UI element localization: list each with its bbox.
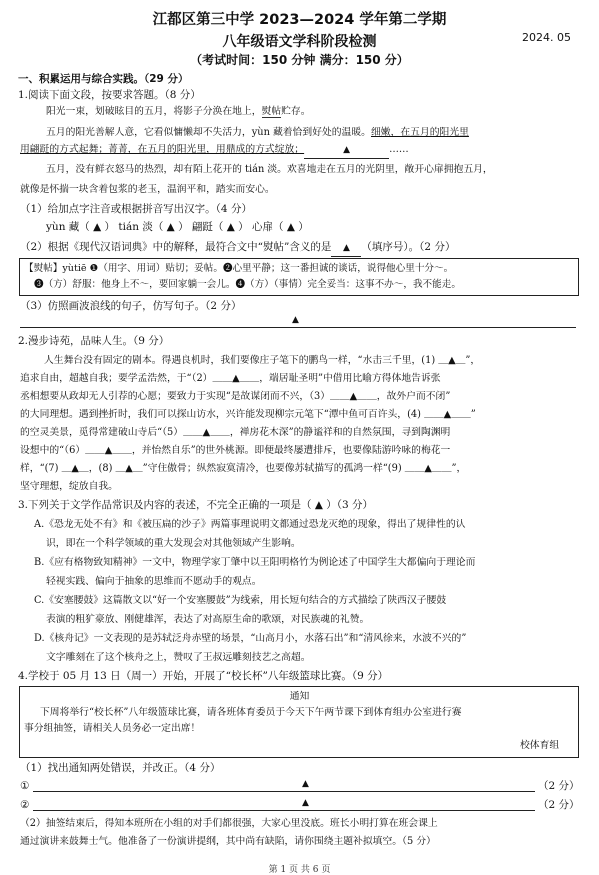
answer-2-marker: ② <box>20 799 30 811</box>
q2-line1: 人生舞台没有固定的剧本。得遇良机时，我们要像庄子笔下的鹏鸟一样，“水击三千里，(1) ＿▲＿”， <box>44 355 481 366</box>
q1-para2-line2: 用翩跹的方式起舞；菁菁，在五月的阳光里，用鼎成的方式绽放； ▲ …… <box>20 142 409 159</box>
exam-time-score: （考试时间：150 分钟 满分：150 分） <box>190 53 409 67</box>
q2-line8: 坚守理想，绽放自我。 <box>20 481 118 492</box>
answer-2-line <box>33 810 535 811</box>
q4-sub2-line2: 通过演讲来鼓舞士气。他准备了一份演讲提纲，其中尚有缺陷，请你围绕主题补拟填空。（5 分） <box>20 836 436 847</box>
exam-date: 2024. 05 <box>522 31 571 44</box>
q2-line3: 丞相想要从政却无人引荐的心愿；要致力于实现“是故谋闭而不兴，（3）＿＿▲＿＿，故外户而不闭” <box>20 391 451 402</box>
page-footer: 第 1 页 共 6 页 <box>268 865 331 875</box>
q1-para1: 阳光一束，划破眩目的五月，将影子分涣在地上，熨帖贮存。 <box>46 106 311 117</box>
q1-sub1-items: yùn 藏（ ▲ ） tián 淡（ ▲ ） 翩跹（ ▲ ） 心扉（ ▲ ） <box>46 221 309 233</box>
answer-1-mark: ▲ <box>302 779 309 789</box>
dictionary-entry-line1: 【熨帖】yùtiē ❶（用字、用词）贴切；妥帖。❷心里平静；这一番担诚的谈话，说得他心里十分～。 <box>24 263 454 274</box>
q2-line7: 样，“(7) ＿▲＿，(8) ＿▲＿”守住傲骨；纵然寂寞清冷，也要像苏轼描写的孤鸿一样“(9) ＿＿▲＿＿”， <box>20 463 467 474</box>
answer-1-line <box>33 791 535 792</box>
notice-title: 通知 <box>289 691 310 702</box>
exam-title-subject: 八年级语文学科阶段检测 <box>222 34 377 50</box>
q1-word-yutie: 熨帖 <box>261 106 282 117</box>
q4-sub2-line1: （2）抽签结束后，得知本班所在小组的对手们都很强，大家心里没底。班长小明打算在班会课上 <box>20 818 438 829</box>
q2-line5: 的空灵美景，觅得常建破山寺后“（5）＿＿▲＿＿，禅房花木深”的静谧祥和的自然氛围，寻到陶渊明 <box>20 427 451 438</box>
notice-line2: 事分组抽签，请相关人员务必一定出席！ <box>24 723 201 734</box>
q1-para3-line2: 就像是怀揣一块含着包浆的老玉，温润平和，踏实而安心。 <box>20 184 275 195</box>
exam-title-school: 江都区第三中学 2023—2024 学年第二学期 <box>152 12 447 28</box>
q1-sub2: （2）根据《现代汉语词典》中的解释，最符合文中“熨帖”含义的是 ▲ （填序号）。（2 分） <box>20 239 455 257</box>
notice-signature: 校体育组 <box>520 740 560 751</box>
q3-option-d-line2: 文字雕刻在了这个核舟之上，赞叹了王叔远雕刻技艺之高超。 <box>46 652 311 663</box>
q1-para3-line1: 五月，没有鲜衣怒马的热烈，却有陌上花开的 tián 淡。欢喜地走在五月的光阴里，敞开心扉拥抱五月， <box>46 164 493 175</box>
q3-option-c-line2: 表演的粗犷豪放、刚健雄浑，表达了对高原生命的歌颂，对民族魂的礼赞。 <box>46 614 370 625</box>
answer-1-marker: ① <box>20 780 30 792</box>
q3-option-d-line1: D.《核舟记》一文表现的是苏轼泛舟赤壁的场景，“山高月小，水落石出”和“清风徐来，水波不兴的” <box>34 633 467 644</box>
notice-line1: 下周将举行“校长杯”八年级篮球比赛，请各班体育委员于今天下午两节课下到体育组办公室进行赛 <box>40 707 462 718</box>
answer-2-points: （2 分） <box>538 799 580 811</box>
q3-option-b-line1: B.《应有格物致知精神》一文中，物理学家丁肇中以王阳明格竹为例论述了中国学生大都偏向于理论而 <box>34 557 476 568</box>
q1-para2-line1: 五月的阳光善解人意，它看似慵懒却不失活力，yùn 藏着恰到好处的温暖。细嫩，在五月的阳光里 <box>46 127 469 138</box>
q4-prompt: 4.学校于 05 月 13 日（周一）开始，开展了“校长杯”八年级篮球比赛。（9 分） <box>18 670 389 682</box>
section-1-heading: 一、积累运用与综合实践。（29 分） <box>18 73 189 85</box>
q3-option-c-line1: C.《安塞腰鼓》这篇散文以“好一个安塞腰鼓”为线索，用长短句结合的方式描绘了陕西汉子腰鼓 <box>34 595 447 606</box>
q1-sub3-answer-mark: ▲ <box>292 315 299 325</box>
q1-sub1: （1）给加点字注音或根据拼音写出汉字。（4 分） <box>20 203 252 215</box>
answer-1-points: （2 分） <box>538 780 580 792</box>
answer-2-mark: ▲ <box>302 798 309 808</box>
q1-sub3-answer-line <box>20 327 576 328</box>
q4-sub1: （1）找出通知两处错误，并改正。（4 分） <box>20 762 221 774</box>
q2-line6: 设想中的“（6）＿＿▲＿＿，并怡然自乐”的世外桃源。即便最终屡遭排斥，也要像陆游吟咏的梅花一 <box>20 445 451 456</box>
q2-line2: 追求自由，超越自我；要学孟浩然，于“（2）＿＿▲＿＿，端居耻圣明”中借用比喻方得体地告诉张 <box>20 373 441 384</box>
q3-prompt: 3.下列关于文学作品常识及内容的表述，不完全正确的一项是（ ▲ ）（3 分） <box>18 499 374 511</box>
q2-line4: 的大同理想。遇到挫折时，我们可以探山访水，兴许能发现柳宗元笔下“潭中鱼可百许头，(4) ＿＿▲＿＿” <box>20 409 476 420</box>
q1-sub3: （3）仿照画波浪线的句子，仿写句子。（2 分） <box>20 300 242 312</box>
q3-option-b-line2: 轻视实践、偏向于抽象的思维而不愿动手的观点。 <box>46 576 262 587</box>
q1-prompt: 1.阅读下面文段，按要求答题。（8 分） <box>18 89 201 101</box>
dictionary-entry-line2: ❸（方）舒服：他身上不～，要回家躺一会儿。❹（方）（事情）完全妥当：这事不办～，我不能走。 <box>34 279 461 290</box>
q3-option-a-line2: 识，即在一个科学领域的重大发现会对其他领域产生影响。 <box>46 538 301 549</box>
q3-option-a-line1: A.《恐龙无处不有》和《被压扁的沙子》两篇事理说明文都通过恐龙灭绝的现象，得出了规律性的认 <box>34 519 466 530</box>
q2-prompt: 2.漫步诗苑，品味人生。（9 分） <box>18 335 170 347</box>
